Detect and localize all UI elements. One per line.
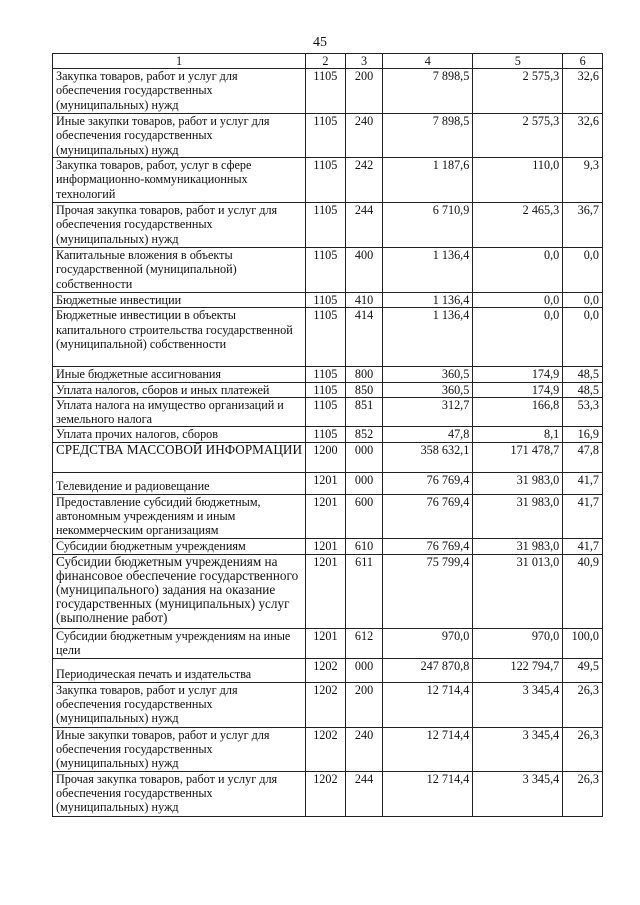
row-section-code: 1105 <box>306 69 346 114</box>
table-row <box>53 382 603 397</box>
row-actual-amount: 171 478,7 <box>473 442 563 472</box>
row-expense-type: 400 <box>345 248 383 293</box>
row-expense-type: 800 <box>345 367 383 382</box>
column-header-4: 4 <box>383 54 473 69</box>
table-row <box>53 494 603 538</box>
table-row <box>53 554 603 628</box>
row-actual-amount: 970,0 <box>473 628 563 658</box>
row-name: Периодическая печать и издательства <box>53 658 306 682</box>
row-section-code: 1201 <box>306 472 346 494</box>
budget-table <box>52 53 603 817</box>
table-row <box>53 427 603 442</box>
row-plan-amount: 76 769,4 <box>383 494 473 538</box>
row-actual-amount: 2 575,3 <box>473 114 563 158</box>
row-plan-amount: 312,7 <box>383 397 473 427</box>
page-number: 45 <box>313 35 327 50</box>
column-header-5: 5 <box>473 54 563 69</box>
row-actual-amount: 3 345,4 <box>473 727 563 771</box>
row-expense-type: 414 <box>345 308 383 367</box>
row-percent: 53,3 <box>563 397 603 427</box>
row-name: Иные закупки товаров, работ и услуг для обеспечения государственных (муниципальных) нужд <box>53 727 306 771</box>
row-name: СРЕДСТВА МАССОВОЙ ИНФОРМАЦИИ <box>53 442 306 472</box>
row-section-code: 1105 <box>306 114 346 158</box>
row-name: Закупка товаров, работ, услуг в сфере информационно-коммуникационных технологий <box>53 158 306 203</box>
table-row <box>53 248 603 293</box>
row-plan-amount: 360,5 <box>383 382 473 397</box>
row-actual-amount: 174,9 <box>473 382 563 397</box>
row-section-code: 1105 <box>306 293 346 308</box>
row-name: Уплата налогов, сборов и иных платежей <box>53 382 306 397</box>
row-name: Прочая закупка товаров, работ и услуг для обеспечения государственных (муниципальных) нужд <box>53 771 306 816</box>
row-plan-amount: 6 710,9 <box>383 203 473 248</box>
table-row-section-total <box>53 442 603 472</box>
row-actual-amount: 174,9 <box>473 367 563 382</box>
row-actual-amount: 0,0 <box>473 248 563 293</box>
row-percent: 26,3 <box>563 727 603 771</box>
row-section-code: 1105 <box>306 427 346 442</box>
row-expense-type: 200 <box>345 682 383 727</box>
row-expense-type: 852 <box>345 427 383 442</box>
row-actual-amount: 0,0 <box>473 293 563 308</box>
row-plan-amount: 360,5 <box>383 367 473 382</box>
row-plan-amount: 970,0 <box>383 628 473 658</box>
table-row <box>53 203 603 248</box>
table-row <box>53 293 603 308</box>
row-actual-amount: 31 013,0 <box>473 554 563 628</box>
row-section-code: 1202 <box>306 658 346 682</box>
row-section-code: 1105 <box>306 382 346 397</box>
table-row <box>53 158 603 203</box>
table-header <box>53 54 603 69</box>
column-header-1: 1 <box>53 54 306 69</box>
row-percent: 41,7 <box>563 494 603 538</box>
row-actual-amount: 31 983,0 <box>473 538 563 554</box>
row-actual-amount: 31 983,0 <box>473 494 563 538</box>
row-expense-type: 242 <box>345 158 383 203</box>
row-name: Закупка товаров, работ и услуг для обеспечения государственных (муниципальных) нужд <box>53 69 306 114</box>
row-name: Уплата налога на имущество организаций и земельного налога <box>53 397 306 427</box>
row-name: Субсидии бюджетным учреждениям на иные цели <box>53 628 306 658</box>
row-section-code: 1201 <box>306 538 346 554</box>
row-plan-amount: 12 714,4 <box>383 771 473 816</box>
row-section-code: 1202 <box>306 682 346 727</box>
row-expense-type: 611 <box>345 554 383 628</box>
column-header-3: 3 <box>345 54 383 69</box>
row-actual-amount: 3 345,4 <box>473 682 563 727</box>
row-name: Иные бюджетные ассигнования <box>53 367 306 382</box>
row-section-code: 1105 <box>306 248 346 293</box>
row-name: Уплата прочих налогов, сборов <box>53 427 306 442</box>
row-percent: 40,9 <box>563 554 603 628</box>
row-expense-type: 244 <box>345 203 383 248</box>
column-header-6: 6 <box>563 54 603 69</box>
table-row <box>53 658 603 682</box>
row-percent: 47,8 <box>563 442 603 472</box>
row-percent: 41,7 <box>563 472 603 494</box>
row-name: Закупка товаров, работ и услуг для обеспечения государственных (муниципальных) нужд <box>53 682 306 727</box>
row-section-code: 1105 <box>306 158 346 203</box>
row-expense-type: 410 <box>345 293 383 308</box>
row-expense-type: 850 <box>345 382 383 397</box>
row-section-code: 1105 <box>306 397 346 427</box>
column-header-2: 2 <box>306 54 346 69</box>
table-row <box>53 472 603 494</box>
row-section-code: 1105 <box>306 203 346 248</box>
table-row <box>53 114 603 158</box>
row-actual-amount: 8,1 <box>473 427 563 442</box>
row-expense-type: 240 <box>345 727 383 771</box>
row-percent: 26,3 <box>563 771 603 816</box>
row-name: Телевидение и радиовещание <box>53 472 306 494</box>
row-name: Субсидии бюджетным учреждениям <box>53 538 306 554</box>
row-expense-type: 000 <box>345 442 383 472</box>
row-plan-amount: 1 187,6 <box>383 158 473 203</box>
row-expense-type: 612 <box>345 628 383 658</box>
row-percent: 16,9 <box>563 427 603 442</box>
row-actual-amount: 2 575,3 <box>473 69 563 114</box>
row-section-code: 1202 <box>306 727 346 771</box>
table-row <box>53 771 603 816</box>
table-row <box>53 397 603 427</box>
table-row <box>53 367 603 382</box>
row-percent: 48,5 <box>563 382 603 397</box>
row-actual-amount: 166,8 <box>473 397 563 427</box>
row-actual-amount: 2 465,3 <box>473 203 563 248</box>
row-name: Прочая закупка товаров, работ и услуг для обеспечения государственных (муниципальных) нужд <box>53 203 306 248</box>
row-section-code: 1201 <box>306 494 346 538</box>
row-percent: 36,7 <box>563 203 603 248</box>
row-expense-type: 200 <box>345 69 383 114</box>
row-percent: 49,5 <box>563 658 603 682</box>
row-actual-amount: 122 794,7 <box>473 658 563 682</box>
row-name: Предоставление субсидий бюджетным, автономным учреждениям и иным некоммерческим организациям <box>53 494 306 538</box>
row-plan-amount: 7 898,5 <box>383 114 473 158</box>
row-plan-amount: 7 898,5 <box>383 69 473 114</box>
row-expense-type: 000 <box>345 472 383 494</box>
row-plan-amount: 75 799,4 <box>383 554 473 628</box>
row-name: Бюджетные инвестиции в объекты капитального строительства государственной (муниципальной) собственности <box>53 308 306 367</box>
row-plan-amount: 12 714,4 <box>383 682 473 727</box>
row-percent: 0,0 <box>563 293 603 308</box>
row-expense-type: 244 <box>345 771 383 816</box>
row-plan-amount: 358 632,1 <box>383 442 473 472</box>
row-percent: 0,0 <box>563 308 603 367</box>
row-percent: 100,0 <box>563 628 603 658</box>
table-row <box>53 682 603 727</box>
row-actual-amount: 0,0 <box>473 308 563 367</box>
row-plan-amount: 47,8 <box>383 427 473 442</box>
table-row <box>53 538 603 554</box>
row-section-code: 1201 <box>306 628 346 658</box>
row-name: Бюджетные инвестиции <box>53 293 306 308</box>
row-section-code: 1105 <box>306 367 346 382</box>
table-row <box>53 308 603 367</box>
row-percent: 0,0 <box>563 248 603 293</box>
row-percent: 26,3 <box>563 682 603 727</box>
row-percent: 9,3 <box>563 158 603 203</box>
row-plan-amount: 247 870,8 <box>383 658 473 682</box>
row-actual-amount: 110,0 <box>473 158 563 203</box>
row-percent: 41,7 <box>563 538 603 554</box>
row-plan-amount: 76 769,4 <box>383 472 473 494</box>
row-percent: 32,6 <box>563 114 603 158</box>
row-section-code: 1105 <box>306 308 346 367</box>
row-actual-amount: 31 983,0 <box>473 472 563 494</box>
row-expense-type: 000 <box>345 658 383 682</box>
row-plan-amount: 12 714,4 <box>383 727 473 771</box>
row-plan-amount: 1 136,4 <box>383 293 473 308</box>
row-section-code: 1200 <box>306 442 346 472</box>
row-percent: 32,6 <box>563 69 603 114</box>
row-name: Капитальные вложения в объекты государственной (муниципальной) собственности <box>53 248 306 293</box>
row-expense-type: 851 <box>345 397 383 427</box>
row-plan-amount: 1 136,4 <box>383 248 473 293</box>
row-name: Субсидии бюджетным учреждениям на финансовое обеспечение государственного (муниципального) задания на оказание государственных (муниципальных) услуг (выполнение работ) <box>53 554 306 628</box>
row-expense-type: 600 <box>345 494 383 538</box>
table-row <box>53 628 603 658</box>
row-percent: 48,5 <box>563 367 603 382</box>
row-section-code: 1201 <box>306 554 346 628</box>
row-section-code: 1202 <box>306 771 346 816</box>
row-name: Иные закупки товаров, работ и услуг для обеспечения государственных (муниципальных) нужд <box>53 114 306 158</box>
row-plan-amount: 76 769,4 <box>383 538 473 554</box>
row-plan-amount: 1 136,4 <box>383 308 473 367</box>
table-row <box>53 69 603 114</box>
row-expense-type: 240 <box>345 114 383 158</box>
row-expense-type: 610 <box>345 538 383 554</box>
row-actual-amount: 3 345,4 <box>473 771 563 816</box>
table-row <box>53 727 603 771</box>
